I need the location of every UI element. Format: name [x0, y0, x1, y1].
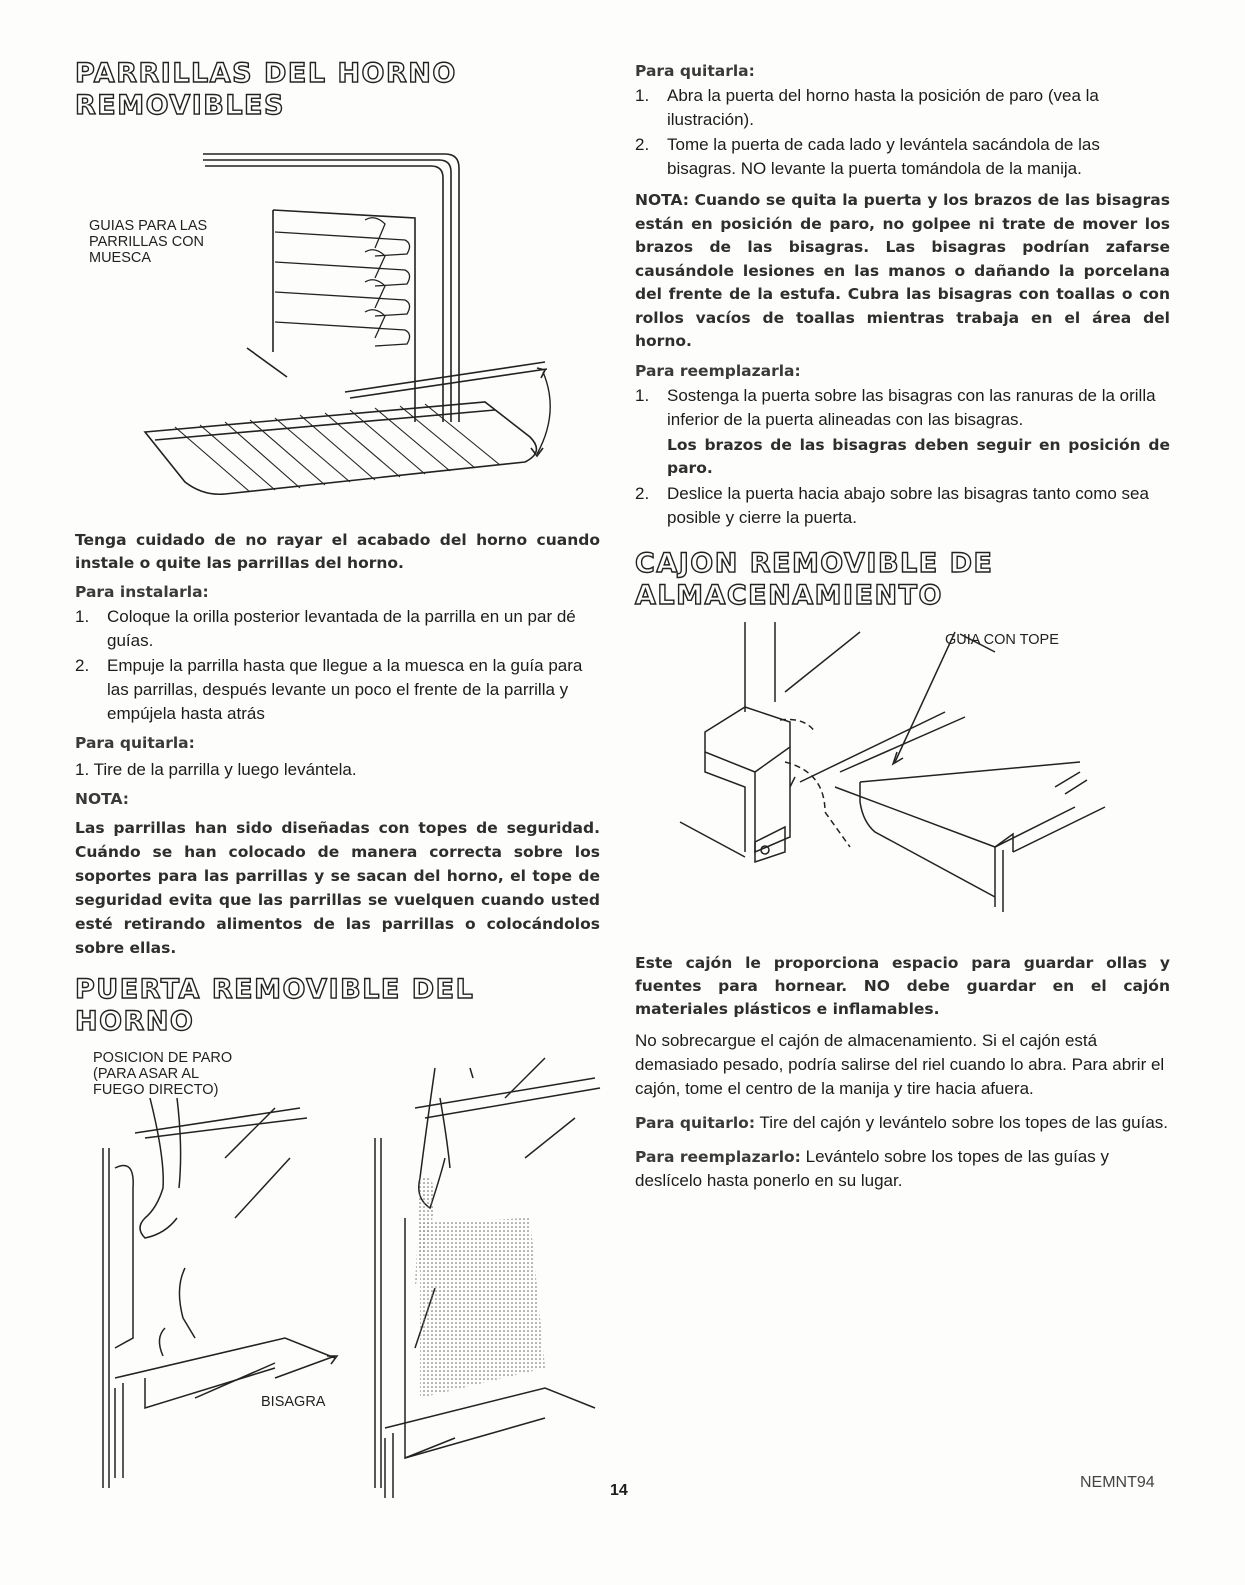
drawer-replace-text: Levántelo sobre los topes de las guías y deslícelo hasta ponerlo en su lugar. — [635, 1146, 1109, 1190]
stop-position-label: POSICION DE PARO (PARA ASAR AL FUEGO DIRECTO) — [93, 1050, 233, 1098]
list-item: 1. Sostenga la puerta sobre las bisagras con las ranuras de la orilla inferior de la puerta alineadas con las bisagras. Los brazos de las bisagras deben seguir en posición de paro. — [635, 384, 1170, 480]
door-replace-heading: Para reemplazarla: — [635, 361, 801, 380]
racks-install-steps — [75, 605, 600, 726]
drawer-remove — [635, 1111, 1170, 1135]
door-title: PUERTA REMOVIBLE DEL HORNO — [75, 974, 475, 1037]
page-number: 14 — [610, 1482, 628, 1499]
racks-install-heading: Para instalarla: — [75, 583, 209, 601]
rack-drawing — [75, 122, 600, 497]
list-item: 1. Coloque la orilla posterior levantada de la parrilla en un par dé guías. — [75, 607, 576, 650]
drawer-caution: Este cajón le proporciona espacio para guardar ollas y fuentes para hornear. NO debe guardar en el cajón materiales plásticos e inflamables. — [635, 953, 1170, 1018]
oven-door-illustration — [75, 1038, 600, 1508]
list-item: 2. Deslice la puerta hacia abajo sobre las bisagras tanto como sea posible y cierre la puerta. — [635, 483, 1149, 527]
oven-rack-illustration — [75, 122, 600, 497]
drawer-illustration — [635, 612, 1170, 942]
rack-guides-label: GUIAS PARA LAS PARRILLAS CON MUESCA — [89, 218, 208, 266]
drawer-replace-heading: Para reemplazarlo: — [635, 1147, 801, 1166]
left-column — [75, 58, 600, 1508]
guide-stop-label: GUIA CON TOPE — [945, 631, 1059, 648]
door-remove-steps — [635, 84, 1170, 181]
drawer-replace — [635, 1145, 1170, 1193]
door-replace-steps — [635, 384, 1170, 530]
door-drawing — [75, 1038, 615, 1508]
door-replace-step1-note: Los brazos de las bisagras deben seguir en posición de paro. — [667, 435, 1170, 477]
hinge-label: BISAGRA — [261, 1394, 326, 1410]
drawer-remove-heading: Para quitarlo: — [635, 1113, 756, 1132]
drawer-drawing — [635, 612, 1170, 942]
list-item: 2. Empuje la parrilla hasta que llegue a la muesca en la guía para las parrillas, después levante un poco el frente de la parrilla y empújela hasta atrás — [75, 656, 583, 723]
drawer-title-line2: ALMACENAMIENTO — [635, 579, 943, 611]
list-item: 2. Tome la puerta de cada lado y levántela sacándola de las bisagras. NO levante la puerta tomándola de la manija. — [635, 135, 1100, 178]
racks-remove-heading: Para quitarla: — [75, 734, 195, 752]
racks-remove-step: 1. Tire de la parrilla y luego levántela. — [75, 760, 357, 779]
racks-note-text: Las parrillas han sido diseñadas con topes de seguridad. Cuándo se han colocado de manera correcta sobre los soportes para las parrillas y se sacan del horno, el tope de seguridad evita que las parrillas se vuelquen cuando usted esté retirando alimentos de las parrillas o colocándolos sobre ellas. — [75, 819, 600, 957]
document-code: NEMNT94 — [1080, 1474, 1155, 1491]
door-remove-heading: Para quitarla: — [635, 62, 755, 80]
drawer-title-line1: CAJON REMOVIBLE DE — [635, 547, 994, 579]
door-note: NOTA: Cuando se quita la puerta y los brazos de las bisagras están en posición de paro, no golpee ni trate de mover los brazos de las bisagras. Las bisagras podrían zafarse causándole lesiones en las manos o dañando la porcelana del frente de la estufa. Cubra las bisagras con toallas o con rollos vacíos de toallas mientras trabaja en el área del horno. — [635, 191, 1170, 350]
right-column — [635, 58, 1170, 1193]
racks-title-line1: PARRILLAS DEL HORNO — [75, 58, 457, 89]
racks-caution: Tenga cuidado de no rayar el acabado del horno cuando instale o quite las parrillas del horno. — [75, 531, 600, 572]
drawer-body: No sobrecargue el cajón de almacenamiento. Si el cajón está demasiado pesado, podría salirse del riel cuando lo abra. Para abrir el cajón, tome el centro de la manija y tire hacia afuera. — [635, 1030, 1165, 1098]
racks-note-heading: NOTA: — [75, 790, 130, 808]
list-item: 1. Abra la puerta del horno hasta la posición de paro (vea la ilustración). — [635, 86, 1099, 129]
racks-title-line2: REMOVIBLES — [75, 90, 285, 121]
drawer-remove-text: Tire del cajón y levántelo sobre los topes de las guías. — [759, 1112, 1169, 1132]
